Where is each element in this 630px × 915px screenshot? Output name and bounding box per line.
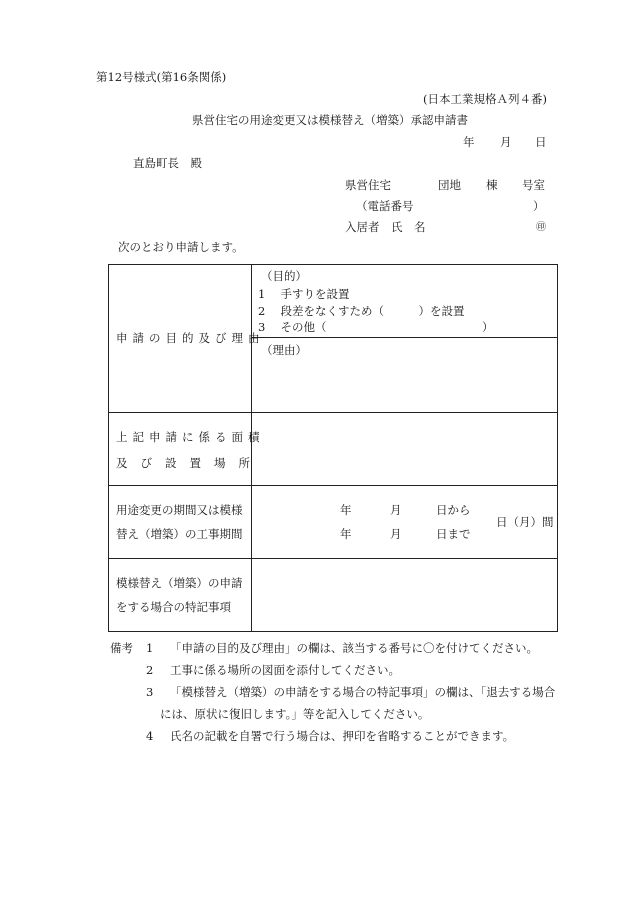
purpose-reason-divider <box>251 337 557 338</box>
area-label-line1: 上記申請に係る面積 <box>116 430 265 444</box>
resident-name-label: 入居者 氏 名 <box>345 220 426 234</box>
from-month: 月 <box>390 503 402 517</box>
purpose-item-2[interactable]: 2 段差をなくすため（ ）を設置 <box>258 304 465 318</box>
purpose-item-3[interactable]: 3 その他（ <box>258 320 327 334</box>
tou-label: 棟 <box>486 178 498 192</box>
note-number-3: 3 <box>146 685 154 699</box>
note-number-2: 2 <box>146 663 154 677</box>
date-month: 月 <box>500 135 512 149</box>
to-month: 月 <box>390 527 402 541</box>
note-text-2: 工事に係る場所の図面を添付してください。 <box>170 663 400 677</box>
application-table <box>108 264 558 632</box>
special-label-line1: 模様替え（増築）の申請 <box>116 576 243 590</box>
date-day: 日 <box>535 135 547 149</box>
special-label-line2: をする場合の特記事項 <box>116 600 231 614</box>
notes-heading: 備考 <box>110 641 133 655</box>
reason-field[interactable] <box>255 361 553 407</box>
row-divider-1 <box>109 412 557 413</box>
area-location-field[interactable] <box>255 416 553 481</box>
area-label-line2: 及び設置場所 <box>116 456 263 470</box>
row-divider-2 <box>109 485 557 486</box>
column-divider <box>251 265 252 631</box>
to-day: 日まで <box>436 527 471 541</box>
period-label-line2: 替え（増築）の工事期間 <box>116 527 243 541</box>
page-title: 県営住宅の用途変更又は模様替え（増築）承認申請書 <box>192 113 468 127</box>
from-year: 年 <box>340 503 352 517</box>
phone-label: （電話番号 <box>356 199 414 213</box>
to-year: 年 <box>340 527 352 541</box>
phone-close: ） <box>533 199 545 213</box>
purpose-other-close: ） <box>482 320 494 334</box>
from-day: 日から <box>436 503 471 517</box>
period-duration: 日（月）間 <box>496 515 554 529</box>
date-year: 年 <box>463 135 475 149</box>
note-number-1: 1 <box>146 641 154 655</box>
note-text-3: 「模様替え（増築）の申請をする場合の特記事項」の欄は、「退去する場合 <box>170 685 556 699</box>
intro-text: 次のとおり申請します。 <box>118 240 244 254</box>
period-label-line1: 用途変更の期間又は模様 <box>116 503 243 517</box>
form-number: 第12号様式(第16条関係) <box>96 70 227 84</box>
purpose-item-1[interactable]: 1 手すりを設置 <box>258 287 350 301</box>
seal-mark: ㊞ <box>536 222 546 233</box>
note-text-3-continued: には、原状に復旧します。」等を記入してください。 <box>160 707 430 721</box>
danchi-label: 団地 <box>438 178 461 192</box>
note-number-4: 4 <box>146 729 154 743</box>
housing-label: 県営住宅 <box>345 178 391 192</box>
row-divider-3 <box>109 558 557 559</box>
purpose-header: （目的） <box>261 269 307 283</box>
reason-header: （理由） <box>261 343 307 357</box>
special-notes-field[interactable] <box>255 562 553 628</box>
addressee: 直島町長 殿 <box>133 156 202 170</box>
note-text-4: 氏名の記載を自署で行う場合は、押印を省略することができます。 <box>170 729 515 743</box>
purpose-label: 申請の目的及び理由 <box>116 331 265 345</box>
paper-size-note: (日本工業規格Ａ列４番) <box>423 92 547 106</box>
note-text-1: 「申請の目的及び理由」の欄は、該当する番号に〇を付けてください。 <box>170 641 538 655</box>
room-label: 号室 <box>522 178 545 192</box>
